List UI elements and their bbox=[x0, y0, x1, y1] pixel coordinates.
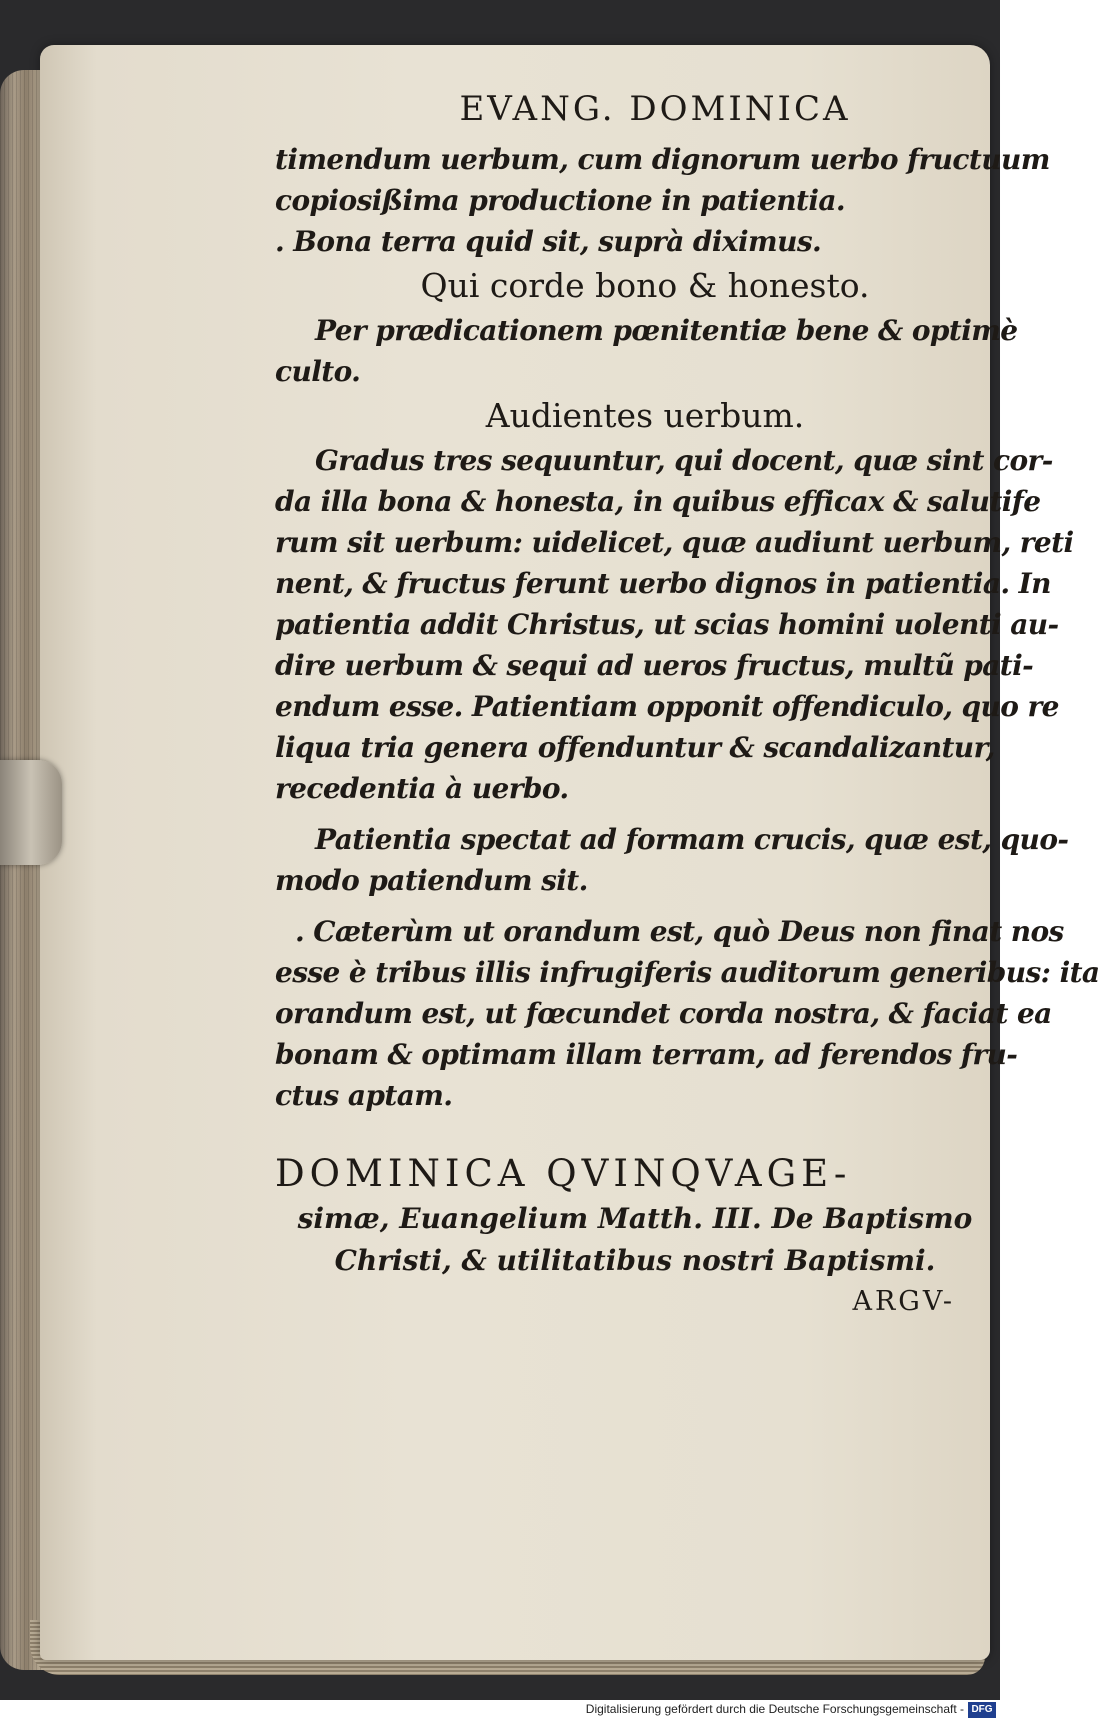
text-line: copiosißima productione in patientia. bbox=[275, 184, 846, 217]
heading-qui-corde: Qui corde bono & honesto. bbox=[420, 266, 870, 305]
note-bona-terra: . Bona terra quid sit, suprà diximus. bbox=[275, 225, 822, 258]
text-line: endum esse. Patientiam opponit offendiculo, quo re bbox=[275, 690, 1059, 723]
text-line: . Cæterùm ut orandum est, quò Deus non finat nos bbox=[295, 915, 1064, 948]
book-clip bbox=[0, 760, 62, 865]
book-page bbox=[40, 45, 1099, 1660]
subtitle-line: Christi, & utilitatibus nostri Baptismi. bbox=[334, 1244, 936, 1277]
text-line: Gradus tres sequuntur, qui docent, quæ sint cor- bbox=[315, 444, 1053, 477]
text-line: Patientia spectat ad formam crucis, quæ est, quo- bbox=[315, 823, 1069, 856]
footer-credit: Digitalisierung gefördert durch die Deutsche Forschungsgemeinschaft - bbox=[585, 1702, 964, 1716]
text-line: orandum est, ut fœcundet corda nostra, & faciat ea bbox=[275, 997, 1052, 1030]
text-line: patientia addit Christus, ut scias homini uolenti au- bbox=[275, 608, 1059, 641]
catchword: ARGV- bbox=[852, 1286, 955, 1317]
text-line: Per prædicationem pœnitentiæ bene & optimè bbox=[315, 314, 1018, 347]
text-line: culto. bbox=[275, 355, 361, 388]
text-line: da illa bona & honesta, in quibus efficax & salutife bbox=[275, 485, 1041, 518]
text-line: rum sit uerbum: uidelicet, quæ audiunt uerbum, reti bbox=[275, 526, 1074, 559]
section-title: DOMINICA QVINQVAGE- bbox=[275, 1152, 852, 1195]
page-text bbox=[275, 85, 1099, 1322]
paragraph-3 bbox=[275, 440, 1074, 809]
spacer bbox=[275, 1116, 995, 1150]
paragraph-4 bbox=[275, 819, 1069, 901]
spacer bbox=[275, 901, 995, 911]
section-subtitle bbox=[275, 1198, 995, 1282]
text-line: bonam & optimam illam terram, ad ferendos fru- bbox=[275, 1038, 1018, 1071]
text-line: liqua tria genera offenduntur & scandalizantur, bbox=[275, 731, 995, 764]
paragraph-2 bbox=[275, 310, 1018, 392]
paragraph-5 bbox=[275, 911, 1099, 1116]
text-line: esse è tribus illis infrugiferis auditorum generibus: ita bbox=[275, 956, 1099, 989]
spacer bbox=[275, 809, 995, 819]
text-line: recedentia à uerbo. bbox=[275, 772, 569, 805]
paragraph-1 bbox=[275, 139, 1050, 221]
text-line: nent, & fructus ferunt uerbo dignos in patientia. In bbox=[275, 567, 1051, 600]
heading-audientes: Audientes uerbum. bbox=[485, 396, 805, 435]
running-head: EVANG. DOMINICA bbox=[459, 89, 851, 129]
subtitle-line: simæ, Euangelium Matth. III. De Baptismo bbox=[297, 1202, 973, 1235]
text-line: timendum uerbum, cum dignorum uerbo fructuum bbox=[275, 143, 1050, 176]
text-line: ctus aptam. bbox=[275, 1079, 453, 1112]
text-line: modo patiendum sit. bbox=[275, 864, 588, 897]
text-line: dire uerbum & sequi ad ueros fructus, multũ pati- bbox=[275, 649, 1034, 682]
dfg-logo-icon: DFG bbox=[968, 1702, 996, 1718]
